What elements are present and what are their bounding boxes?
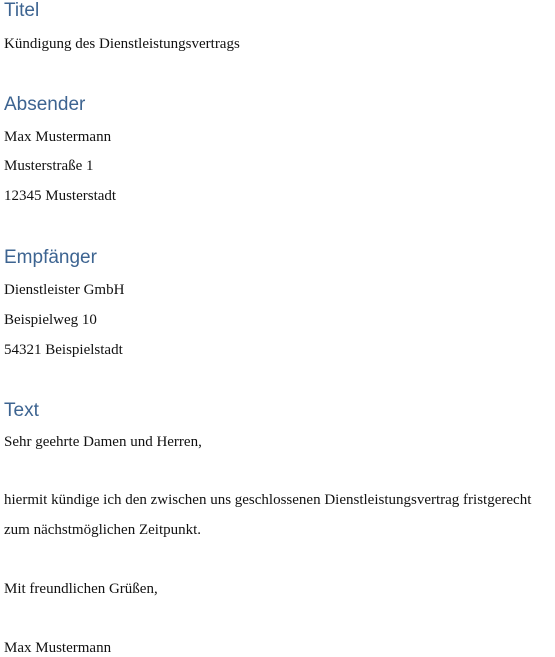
body-paragraph: hiermit kündige ich den zwischen uns geschlossenen Dienstleistungsvertrag fristgerecht zum nächstmöglichen Zeitpunkt.	[4, 492, 532, 538]
recipient-city: 54321 Beispielstadt	[4, 342, 123, 358]
section-heading-sender: Absender	[4, 94, 86, 115]
title-text: Kündigung des Dienstleistungsvertrags	[4, 36, 240, 52]
closing: Mit freundlichen Grüßen,	[4, 581, 158, 597]
salutation: Sehr geehrte Damen und Herren,	[4, 434, 202, 450]
sender-street: Musterstraße 1	[4, 158, 94, 174]
section-heading-recipient: Empfänger	[4, 247, 97, 268]
recipient-name: Dienstleister GmbH	[4, 282, 125, 298]
section-heading-title: Titel	[4, 0, 40, 21]
signature: Max Mustermann	[4, 640, 112, 656]
sender-city: 12345 Musterstadt	[4, 188, 117, 204]
section-heading-text: Text	[4, 400, 39, 421]
recipient-street: Beispielweg 10	[4, 312, 97, 328]
sender-name: Max Mustermann	[4, 129, 112, 145]
